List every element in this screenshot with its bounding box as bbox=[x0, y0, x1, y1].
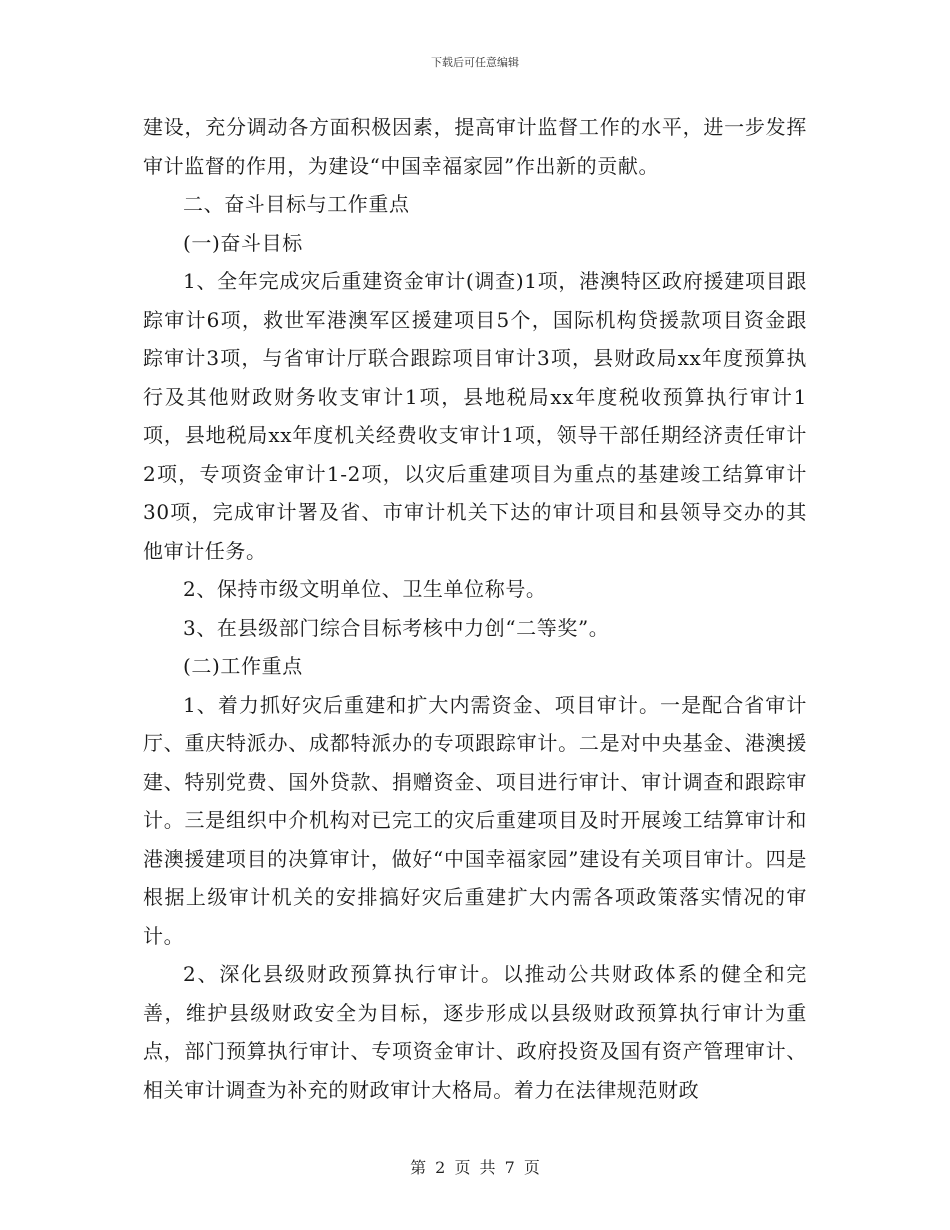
paragraph: 3、在县级部门综合目标考核中力创“二等奖”。 bbox=[183, 615, 610, 640]
paragraph: 1、全年完成灾后重建资金审计(调查)1项，港澳特区政府援建项目跟踪审计6项，救世军港澳军区援建项目5个，国际机构贷援款项目资金跟踪审计3项，与省审计厅联合跟踪项目审计3项，县财政局xx年度预算执行及其他财政财务收支审计1项，县地税局xx年度税收预算执行审计1项，县地税局xx年度机关经费收支审计1项，领导干部任期经济责任审计2项，专项资金审计1-2项，以灾后重建项目为重点的基建竣工结算审计30项，完成审计署及省、市审计机关下达的审计项目和县领导交办的其他审计任务。 bbox=[143, 269, 807, 563]
paragraph: 建设，充分调动各方面积极因素，提高审计监督工作的水平，进一步发挥审计监督的作用，为建设“中国幸福家园”作出新的贡献。 bbox=[143, 115, 807, 178]
section-heading: 二、奋斗目标与工作重点 bbox=[183, 192, 410, 216]
subsection-heading: (二)工作重点 bbox=[183, 654, 303, 678]
page-number: 第 2 页 共 7 页 bbox=[410, 1158, 540, 1177]
paragraph: 1、着力抓好灾后重建和扩大内需资金、项目审计。一是配合省审计厅、重庆特派办、成都特派办的专项跟踪审计。二是对中央基金、港澳援建、特别党费、国外贷款、捐赠资金、项目进行审计、审计调查和跟踪审计。三是组织中介机构对已完工的灾后重建项目及时开展竣工结算审计和港澳援建项目的决算审计，做好“中国幸福家园”建设有关项目审计。四是根据上级审计机关的安排搞好灾后重建扩大内需各项政策落实情况的审计。 bbox=[143, 692, 807, 948]
paragraph: 2、深化县级财政预算执行审计。以推动公共财政体系的健全和完善，维护县级财政安全为目标，逐步形成以县级财政预算执行审计为重点，部门预算执行审计、专项资金审计、政府投资及国有资产管理审计、相关审计调查为补充的财政审计大格局。着力在法律规范财政 bbox=[143, 962, 807, 1102]
download-edit-note: 下载后可任意编辑 bbox=[431, 56, 519, 69]
paragraph: 2、保持市级文明单位、卫生单位称号。 bbox=[183, 577, 547, 601]
document-body bbox=[143, 108, 807, 1109]
subsection-heading: (一)奋斗目标 bbox=[183, 230, 303, 255]
